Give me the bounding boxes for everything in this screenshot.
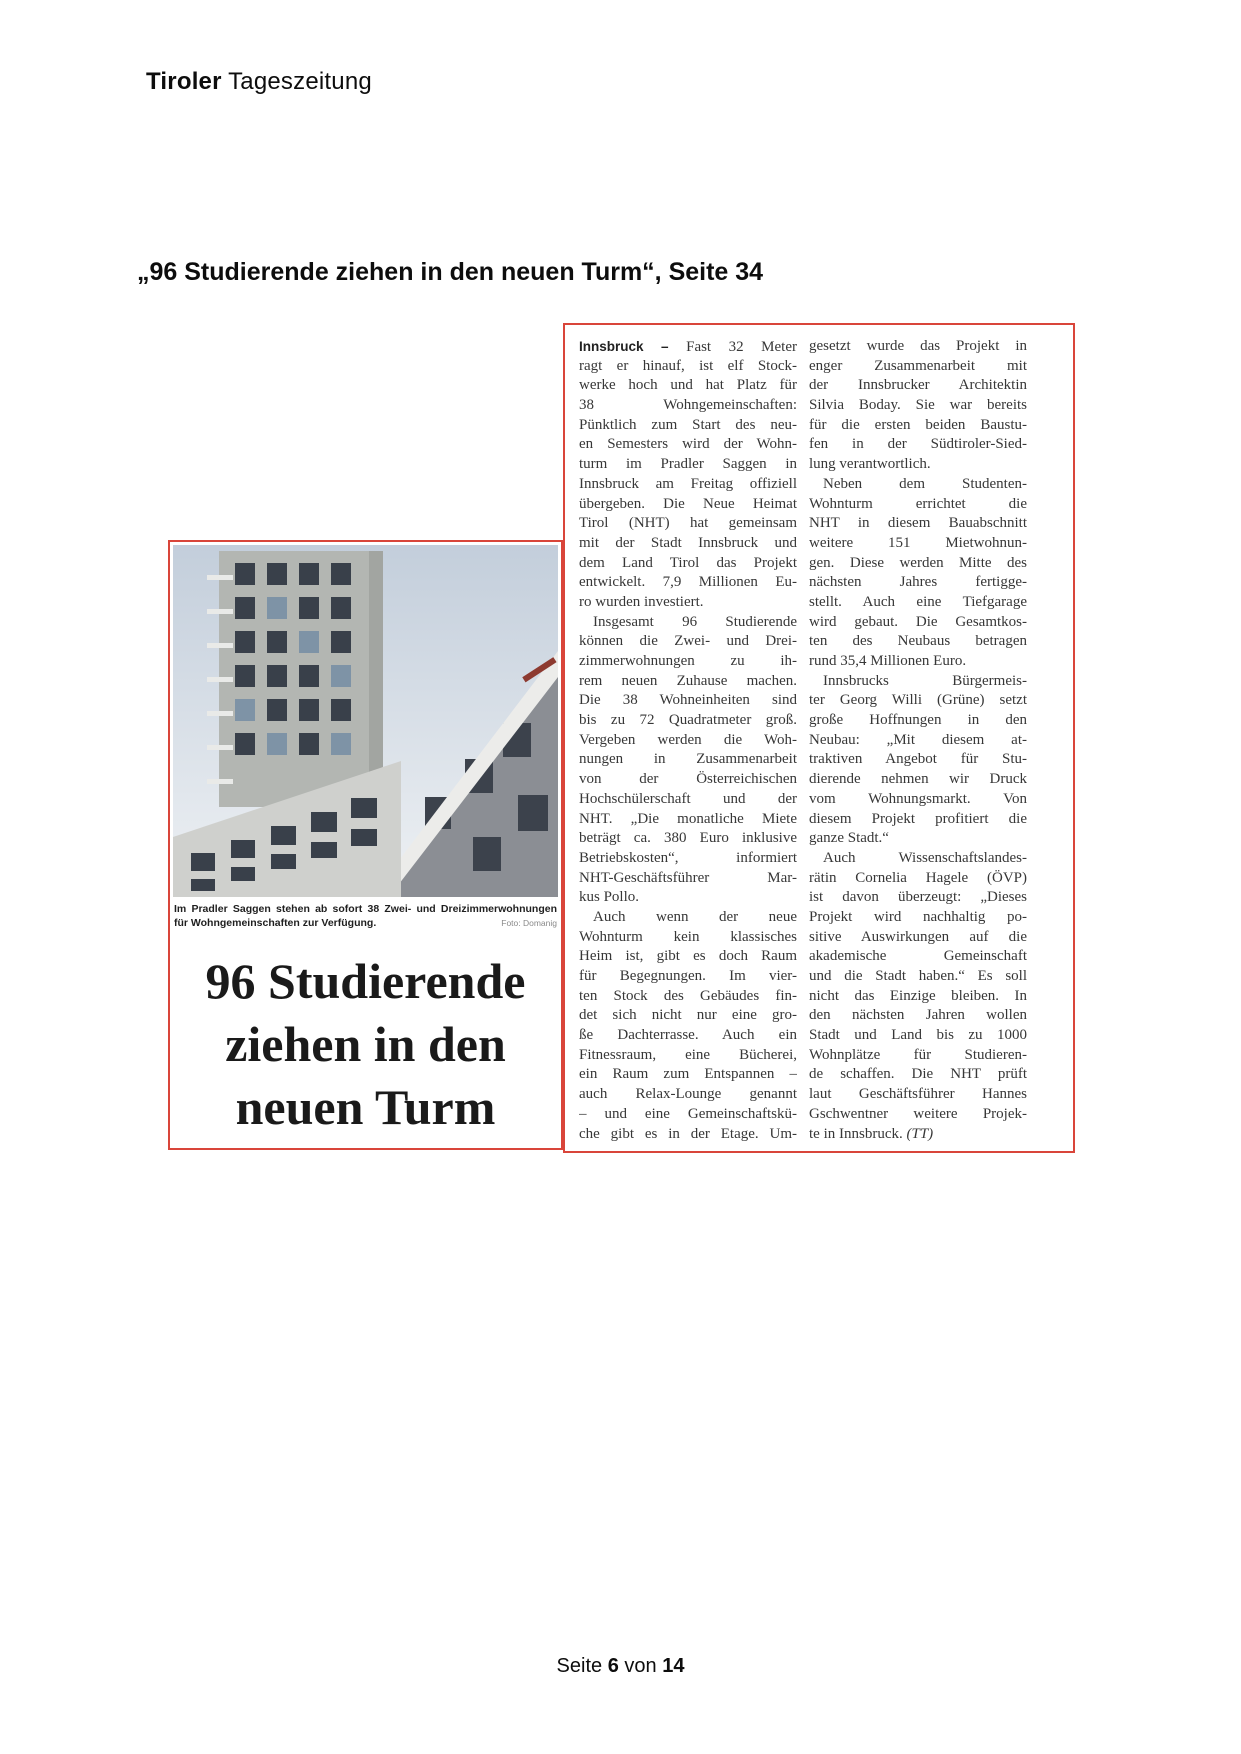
- article-line: Auch wenn der neue: [593, 908, 797, 925]
- article-line: rund 35,4 Millionen Euro.: [809, 653, 967, 669]
- article-line: ße Dachterrasse. Auch ein: [579, 1027, 797, 1044]
- article-line: Vergeben werden die Woh-: [579, 731, 797, 748]
- article-line: det sich nicht nur eine gro-: [579, 1007, 797, 1024]
- article-line: Insgesamt 96 Studierende: [593, 613, 797, 630]
- article-line: können die Zwei- und Drei-: [579, 633, 797, 650]
- article-line: der Innsbrucker Architektin: [809, 377, 1027, 394]
- article-line: de schaffen. Die NHT prüft: [809, 1066, 1027, 1083]
- article-line: Heim ist, gibt es doch Raum: [579, 948, 797, 965]
- clipping-photo-box: [168, 540, 563, 1150]
- article-line: den nächsten Jahren wollen: [809, 1007, 1027, 1024]
- page-number: [0, 1655, 1241, 1678]
- article-line: rätin Cornelia Hagele (ÖVP): [809, 869, 1027, 886]
- clipping-headline: [170, 950, 561, 1139]
- page-headline: „96 Studierende ziehen in den neuen Turm“, Seite 34: [137, 258, 764, 286]
- article-line: ter Georg Willi (Grüne) setzt: [809, 692, 1027, 709]
- article-line: große Hoffnungen in den: [809, 712, 1027, 729]
- article-line: von der Österreichischen: [579, 771, 797, 788]
- article-line: Fitnessraum, eine Bücherei,: [579, 1046, 797, 1063]
- article-line: weitere 151 Mietwohnun-: [809, 534, 1027, 551]
- article-line: turm im Pradler Saggen in: [579, 456, 797, 473]
- article-line: Silvia Boday. Sie war bereits: [809, 397, 1027, 414]
- building-photo: [173, 545, 558, 897]
- article-line: sitive Auswirkungen auf die: [809, 928, 1027, 945]
- article-line: Wohnturm errichtet die: [809, 495, 1027, 512]
- article-line: NHT in diesem Bauabschnitt: [809, 515, 1027, 532]
- masthead: [146, 68, 372, 96]
- article-line: Betriebskosten“, informiert: [579, 849, 797, 866]
- page-number-total: 14: [662, 1655, 685, 1677]
- article-line: enger Zusammenarbeit mit: [809, 357, 1027, 374]
- article-line: te in Innsbruck. (TT): [809, 1125, 934, 1142]
- article-line: Neubau: „Mit diesem at-: [809, 731, 1027, 748]
- article-column-1: [579, 337, 797, 1144]
- article-line: Pünktlich zum Start des neu-: [579, 416, 797, 433]
- article-line: rem neuen Zuhause machen.: [579, 672, 797, 689]
- article-line: und die Stadt haben.“ Es soll: [809, 968, 1027, 984]
- article-line: Projekt wird nachhaltig po-: [809, 908, 1027, 925]
- article-line: che gibt es in der Etage. Um-: [579, 1125, 797, 1142]
- article-line: dierende nehmen wir Druck: [809, 771, 1027, 788]
- article-line: Tirol (NHT) hat gemeinsam: [579, 515, 797, 532]
- article-line: NHT-Geschäftsführer Mar-: [579, 869, 797, 886]
- building-photo-illustration: [173, 545, 558, 897]
- article-columns: [579, 337, 1027, 1144]
- page-number-of: von: [624, 1655, 657, 1677]
- masthead-title-regular: Tageszeitung: [228, 68, 372, 95]
- photo-caption-line-2: für Wohngemeinschaften zur Verfügung.: [174, 917, 377, 929]
- article-line: NHT. „Die monatliche Miete: [579, 810, 797, 827]
- article-line: zimmerwohnungen zu ih-: [579, 653, 797, 669]
- article-line: Innsbrucks Bürgermeis-: [823, 672, 1027, 689]
- article-line: wird gebaut. Die Gesamtkos-: [809, 613, 1027, 630]
- article-line: für die ersten beiden Baustu-: [809, 416, 1027, 433]
- article-line: Auch Wissenschaftslandes-: [823, 849, 1027, 866]
- photo-caption: [174, 902, 557, 930]
- article-line: laut Geschäftsführer Hannes: [809, 1086, 1027, 1103]
- article-line: lung verantwortlich.: [809, 456, 931, 473]
- article-line: 38 Wohngemeinschaften:: [579, 397, 797, 414]
- article-line: übergeben. Die Neue Heimat: [579, 495, 797, 512]
- article-line: beträgt ca. 380 Euro inklusive: [579, 830, 797, 847]
- photo-credit: Foto: Domanig: [501, 918, 557, 928]
- article-line: vom Wohnungsmarkt. Von: [809, 790, 1027, 807]
- article-line: akademische Gemeinschaft: [809, 948, 1027, 965]
- article-line: werke hoch und hat Platz für: [579, 377, 797, 394]
- article-line: Wohnturm kein klassisches: [579, 928, 797, 945]
- article-column-2: [809, 337, 1027, 1144]
- article-line: auch Relax-Lounge genannt: [579, 1086, 797, 1103]
- article-line: mit der Stadt Innsbruck und: [579, 534, 797, 551]
- masthead-title-bold: Tiroler: [146, 68, 222, 95]
- clipping-text-box: [563, 323, 1075, 1153]
- page-number-current: 6: [607, 1655, 619, 1677]
- clipping-headline-line-2: ziehen in den: [225, 1016, 506, 1072]
- article-line: Innsbruck – Fast 32 Meter: [579, 339, 797, 355]
- article-line: traktiven Angebot für Stu-: [809, 751, 1027, 768]
- clipping-headline-line-3: neuen Turm: [235, 1079, 496, 1135]
- article-line: Stadt und Land bis zu 1000: [809, 1027, 1027, 1044]
- article-line: – und eine Gemeinschaftskü-: [579, 1105, 797, 1122]
- article-line: nicht das Einzige bleiben. In: [809, 987, 1027, 1004]
- article-line: Innsbruck am Freitag offiziell: [579, 475, 797, 492]
- article-line: Die 38 Wohneinheiten sind: [579, 692, 797, 709]
- article-line: ten des Neubaus betragen: [809, 633, 1027, 650]
- article-line: kus Pollo.: [579, 889, 640, 906]
- article-line: bis zu 72 Quadratmeter groß.: [579, 712, 797, 729]
- page-number-label: Seite: [556, 1655, 603, 1677]
- article-line: ein Raum zum Entspannen –: [579, 1066, 797, 1083]
- article-line: Hochschülerschaft und der: [579, 790, 797, 807]
- article-line: Wohnplätze für Studieren-: [809, 1046, 1027, 1063]
- article-line: en Semesters wird der Wohn-: [579, 436, 797, 453]
- article-line: nächsten Jahres fertigge-: [809, 574, 1027, 591]
- article-line: gesetzt wurde das Projekt in: [809, 338, 1027, 354]
- article-line: ganze Stadt.“: [809, 830, 889, 847]
- article-line: Gschwentner weitere Projek-: [809, 1105, 1027, 1122]
- article-line: fen in der Südtiroler-Sied-: [809, 436, 1027, 453]
- article-line: ragt er hinauf, ist elf Stock-: [579, 357, 797, 374]
- article-line: ten Stock des Gebäudes fin-: [579, 987, 797, 1004]
- article-line: stellt. Auch eine Tiefgarage: [809, 593, 1027, 610]
- article-line: dem Land Tirol das Projekt: [579, 554, 797, 571]
- article-line: ist davon überzeugt: „Dieses: [809, 889, 1027, 906]
- article-line: nungen in Zusammenarbeit: [579, 751, 797, 768]
- clipping-headline-line-1: 96 Studierende: [205, 953, 526, 1009]
- article-line: für Begegnungen. Im vier-: [579, 968, 797, 984]
- article-line: ro wurden investiert.: [579, 593, 704, 610]
- article-line: gen. Diese werden Mitte des: [809, 554, 1027, 571]
- article-line: diesem Projekt profitiert die: [809, 810, 1027, 827]
- article-line: Neben dem Studenten-: [823, 475, 1027, 492]
- article-line: entwickelt. 7,9 Millionen Eu-: [579, 574, 797, 591]
- photo-caption-line-1: Im Pradler Saggen stehen ab sofort 38 Zwei- und Dreizimmerwohnungen: [174, 903, 557, 915]
